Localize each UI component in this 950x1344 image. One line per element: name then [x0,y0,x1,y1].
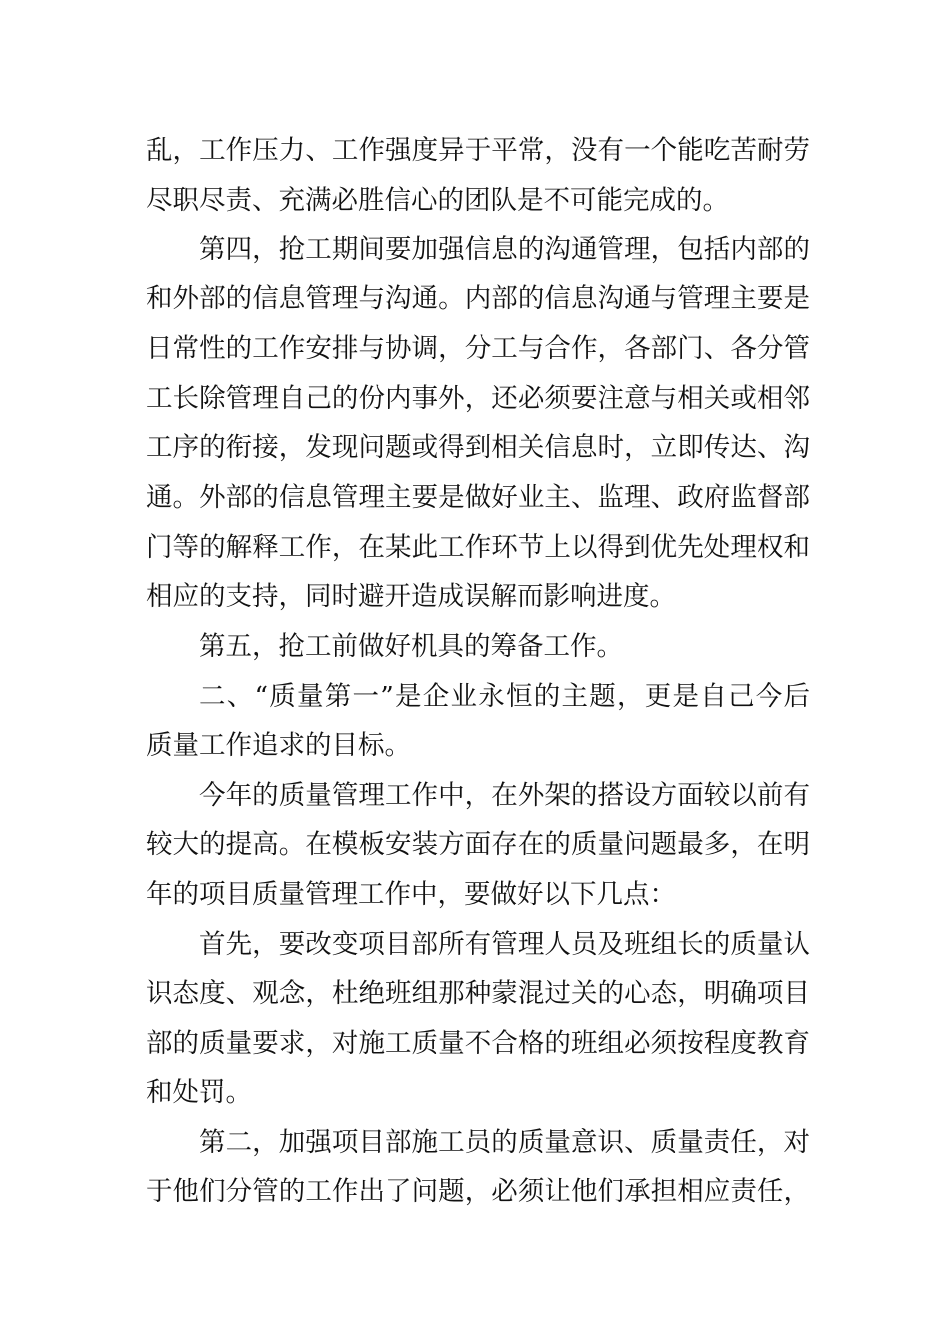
text-line: 和外部的信息管理与沟通。内部的信息沟通与管理主要是 [146,283,810,314]
text-line: 于他们分管的工作出了问题，必须让他们承担相应责任， [146,1176,810,1207]
text-line: 工序的衔接，发现问题或得到相关信息时，立即传达、沟 [146,432,810,463]
text-line: 质量工作追求的目标。 [146,730,411,761]
text-line: 首先，要改变项目部所有管理人员及班组长的质量认 [199,929,810,960]
text-line: 相应的支持，同时避开造成误解而影响进度。 [146,581,676,612]
text-line: 乱，工作压力、工作强度异于平常，没有一个能吃苦耐劳 [146,135,810,166]
text-line: 工长除管理自己的份内事外，还必须要注意与相关或相邻 [146,383,810,414]
text-line: 部的质量要求，对施工质量不合格的班组必须按程度教育 [146,1028,810,1059]
text-line: 日常性的工作安排与协调，分工与合作，各部门、各分管 [146,333,810,364]
text-line: 今年的质量管理工作中，在外架的搭设方面较以前有 [199,780,810,811]
text-line: 二、“质量第一”是企业永恒的主题，更是自己今后 [199,681,810,712]
text-line: 第五，抢工前做好机具的筹备工作。 [199,631,623,662]
text-line: 和处罚。 [146,1077,252,1108]
text-line: 第二，加强项目部施工员的质量意识、质量责任，对 [199,1127,810,1158]
text-line: 较大的提高。在模板安装方面存在的质量问题最多，在明 [146,829,810,860]
text-line: 年的项目质量管理工作中，要做好以下几点： [146,879,676,910]
text-line: 尽职尽责、充满必胜信心的团队是不可能完成的。 [146,185,729,216]
text-line: 通。外部的信息管理主要是做好业主、监理、政府监督部 [146,482,810,513]
text-line: 第四，抢工期间要加强信息的沟通管理，包括内部的 [199,234,810,265]
text-line: 识态度、观念，杜绝班组那种蒙混过关的心态，明确项目 [146,978,810,1009]
text-line: 门等的解释工作，在某此工作环节上以得到优先处理权和 [146,532,810,563]
